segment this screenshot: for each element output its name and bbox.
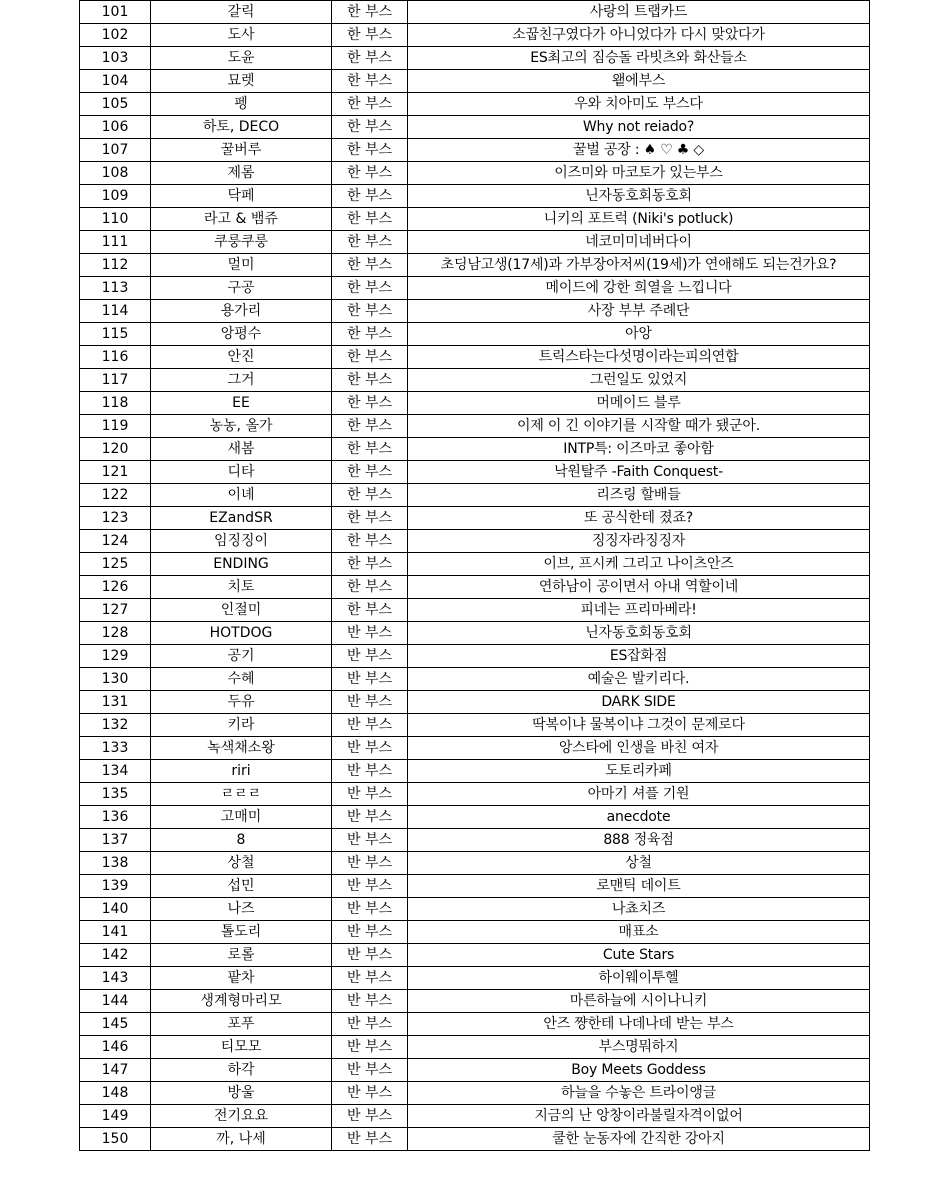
booth-number-cell: 130 bbox=[80, 668, 151, 691]
table-row bbox=[80, 208, 870, 231]
booth-type-cell: 한 부스 bbox=[332, 24, 408, 47]
booth-type-cell: 한 부스 bbox=[332, 254, 408, 277]
table-row bbox=[80, 346, 870, 369]
table-row bbox=[80, 1128, 870, 1151]
booth-number-cell: 107 bbox=[80, 139, 151, 162]
booth-number-cell: 139 bbox=[80, 875, 151, 898]
booth-title-cell: 아마기 셔플 기원 bbox=[408, 783, 870, 806]
author-name-cell: 포푸 bbox=[151, 1013, 332, 1036]
author-name-cell: 꿀버루 bbox=[151, 139, 332, 162]
author-name-cell: 녹색채소왕 bbox=[151, 737, 332, 760]
booth-number-cell: 138 bbox=[80, 852, 151, 875]
booth-type-cell: 한 부스 bbox=[332, 162, 408, 185]
author-name-cell: 섭민 bbox=[151, 875, 332, 898]
booth-title-cell: anecdote bbox=[408, 806, 870, 829]
table-row bbox=[80, 599, 870, 622]
booth-type-cell: 반 부스 bbox=[332, 829, 408, 852]
booth-number-cell: 146 bbox=[80, 1036, 151, 1059]
booth-type-cell: 한 부스 bbox=[332, 1, 408, 24]
table-row bbox=[80, 47, 870, 70]
booth-number-cell: 101 bbox=[80, 1, 151, 24]
booth-type-cell: 반 부스 bbox=[332, 783, 408, 806]
booth-type-cell: 반 부스 bbox=[332, 1036, 408, 1059]
booth-type-cell: 한 부스 bbox=[332, 346, 408, 369]
booth-number-cell: 120 bbox=[80, 438, 151, 461]
table-row bbox=[80, 70, 870, 93]
table-row bbox=[80, 576, 870, 599]
booth-type-cell: 반 부스 bbox=[332, 1059, 408, 1082]
booth-title-cell: 네코미미네버다이 bbox=[408, 231, 870, 254]
table-row bbox=[80, 507, 870, 530]
author-name-cell: 8 bbox=[151, 829, 332, 852]
booth-title-cell: 닌자동호회동호회 bbox=[408, 622, 870, 645]
table-row bbox=[80, 277, 870, 300]
booth-title-cell: 낙원탈주 -Faith Conquest- bbox=[408, 461, 870, 484]
author-name-cell: 하토, DECO bbox=[151, 116, 332, 139]
booth-type-cell: 한 부스 bbox=[332, 93, 408, 116]
booth-title-cell: 리즈링 할배들 bbox=[408, 484, 870, 507]
booth-title-cell: 또 공식한테 졌죠? bbox=[408, 507, 870, 530]
booth-number-cell: 147 bbox=[80, 1059, 151, 1082]
booth-title-cell: 888 정육점 bbox=[408, 829, 870, 852]
booth-type-cell: 반 부스 bbox=[332, 1128, 408, 1151]
booth-type-cell: 한 부스 bbox=[332, 139, 408, 162]
booth-type-cell: 한 부스 bbox=[332, 208, 408, 231]
author-name-cell: 갈릭 bbox=[151, 1, 332, 24]
booth-title-cell: Boy Meets Goddess bbox=[408, 1059, 870, 1082]
booth-type-cell: 한 부스 bbox=[332, 415, 408, 438]
booth-number-cell: 117 bbox=[80, 369, 151, 392]
booth-type-cell: 반 부스 bbox=[332, 852, 408, 875]
booth-number-cell: 102 bbox=[80, 24, 151, 47]
booth-title-cell: 하이웨이투헬 bbox=[408, 967, 870, 990]
booth-number-cell: 105 bbox=[80, 93, 151, 116]
booth-number-cell: 115 bbox=[80, 323, 151, 346]
booth-title-cell: DARK SIDE bbox=[408, 691, 870, 714]
table-row bbox=[80, 553, 870, 576]
booth-number-cell: 125 bbox=[80, 553, 151, 576]
booth-number-cell: 112 bbox=[80, 254, 151, 277]
author-name-cell: 새봄 bbox=[151, 438, 332, 461]
table-row bbox=[80, 622, 870, 645]
author-name-cell: ENDING bbox=[151, 553, 332, 576]
author-name-cell: 펭 bbox=[151, 93, 332, 116]
booth-type-cell: 반 부스 bbox=[332, 668, 408, 691]
booth-title-cell: 피네는 프리마베라! bbox=[408, 599, 870, 622]
booth-title-cell: ES최고의 짐승돌 라빗츠와 화산들소 bbox=[408, 47, 870, 70]
author-name-cell: 그거 bbox=[151, 369, 332, 392]
booth-type-cell: 한 부스 bbox=[332, 277, 408, 300]
author-name-cell: 치토 bbox=[151, 576, 332, 599]
booth-type-cell: 한 부스 bbox=[332, 70, 408, 93]
booth-number-cell: 141 bbox=[80, 921, 151, 944]
booth-number-cell: 149 bbox=[80, 1105, 151, 1128]
table-row bbox=[80, 760, 870, 783]
table-row bbox=[80, 898, 870, 921]
author-name-cell: 안진 bbox=[151, 346, 332, 369]
booth-number-cell: 132 bbox=[80, 714, 151, 737]
author-name-cell: riri bbox=[151, 760, 332, 783]
table-row bbox=[80, 1059, 870, 1082]
author-name-cell: EE bbox=[151, 392, 332, 415]
booth-title-cell: 앙스타에 인생을 바친 여자 bbox=[408, 737, 870, 760]
table-row bbox=[80, 829, 870, 852]
table-row bbox=[80, 921, 870, 944]
booth-title-cell: 딱복이냐 물복이냐 그것이 문제로다 bbox=[408, 714, 870, 737]
booth-number-cell: 134 bbox=[80, 760, 151, 783]
author-name-cell: 키라 bbox=[151, 714, 332, 737]
booth-type-cell: 한 부스 bbox=[332, 507, 408, 530]
author-name-cell: 까, 나세 bbox=[151, 1128, 332, 1151]
table-row bbox=[80, 24, 870, 47]
author-name-cell: 도윤 bbox=[151, 47, 332, 70]
table-row bbox=[80, 944, 870, 967]
booth-number-cell: 143 bbox=[80, 967, 151, 990]
booth-type-cell: 한 부스 bbox=[332, 369, 408, 392]
booth-title-cell: 연하남이 공이면서 아내 역할이네 bbox=[408, 576, 870, 599]
author-name-cell: 방울 bbox=[151, 1082, 332, 1105]
booth-number-cell: 136 bbox=[80, 806, 151, 829]
booth-title-cell: 예술은 발키리다. bbox=[408, 668, 870, 691]
author-name-cell: 앙평수 bbox=[151, 323, 332, 346]
table-row bbox=[80, 990, 870, 1013]
table-row bbox=[80, 691, 870, 714]
author-name-cell: 묘렛 bbox=[151, 70, 332, 93]
table-row bbox=[80, 783, 870, 806]
booth-number-cell: 150 bbox=[80, 1128, 151, 1151]
booth-type-cell: 반 부스 bbox=[332, 645, 408, 668]
booth-title-cell: 안즈 쨩한테 나데나데 받는 부스 bbox=[408, 1013, 870, 1036]
table-row bbox=[80, 875, 870, 898]
table-row bbox=[80, 139, 870, 162]
booth-type-cell: 한 부스 bbox=[332, 553, 408, 576]
booth-title-cell: 지금의 난 앙창이라불릴자격이없어 bbox=[408, 1105, 870, 1128]
table-row bbox=[80, 438, 870, 461]
booth-title-cell: 머메이드 블루 bbox=[408, 392, 870, 415]
booth-number-cell: 131 bbox=[80, 691, 151, 714]
booth-title-cell: 마른하늘에 시이나니키 bbox=[408, 990, 870, 1013]
booth-number-cell: 135 bbox=[80, 783, 151, 806]
booth-title-cell: 메이드에 강한 희열을 느낍니다 bbox=[408, 277, 870, 300]
table-row bbox=[80, 116, 870, 139]
booth-number-cell: 111 bbox=[80, 231, 151, 254]
booth-type-cell: 한 부스 bbox=[332, 392, 408, 415]
booth-title-cell: 하늘을 수놓은 트라이앵글 bbox=[408, 1082, 870, 1105]
booth-title-cell: 나쵸치즈 bbox=[408, 898, 870, 921]
booth-title-cell: 쿨한 눈동자에 간직한 강아지 bbox=[408, 1128, 870, 1151]
booth-type-cell: 반 부스 bbox=[332, 990, 408, 1013]
booth-title-cell: 이제 이 긴 이야기를 시작할 때가 됐군아. bbox=[408, 415, 870, 438]
booth-type-cell: 한 부스 bbox=[332, 438, 408, 461]
booth-title-cell: 도토리카페 bbox=[408, 760, 870, 783]
booth-title-cell: 소꿉친구였다가 아니었다가 다시 맞았다가 bbox=[408, 24, 870, 47]
author-name-cell: 임징징이 bbox=[151, 530, 332, 553]
author-name-cell: 용가리 bbox=[151, 300, 332, 323]
author-name-cell: 티모모 bbox=[151, 1036, 332, 1059]
booth-type-cell: 반 부스 bbox=[332, 737, 408, 760]
booth-number-cell: 110 bbox=[80, 208, 151, 231]
table-row bbox=[80, 300, 870, 323]
booth-type-cell: 반 부스 bbox=[332, 967, 408, 990]
author-name-cell: 제롬 bbox=[151, 162, 332, 185]
booth-table-body bbox=[80, 1, 870, 1151]
table-row bbox=[80, 530, 870, 553]
booth-type-cell: 반 부스 bbox=[332, 898, 408, 921]
booth-type-cell: 한 부스 bbox=[332, 530, 408, 553]
booth-type-cell: 반 부스 bbox=[332, 1013, 408, 1036]
booth-type-cell: 한 부스 bbox=[332, 231, 408, 254]
table-row bbox=[80, 1082, 870, 1105]
booth-type-cell: 반 부스 bbox=[332, 875, 408, 898]
table-row bbox=[80, 254, 870, 277]
booth-type-cell: 한 부스 bbox=[332, 300, 408, 323]
booth-title-cell: 아앙 bbox=[408, 323, 870, 346]
booth-number-cell: 140 bbox=[80, 898, 151, 921]
table-row bbox=[80, 484, 870, 507]
author-name-cell: 농농, 올가 bbox=[151, 415, 332, 438]
booth-title-cell: 트릭스타는다섯명이라는피의연합 bbox=[408, 346, 870, 369]
booth-number-cell: 114 bbox=[80, 300, 151, 323]
table-row bbox=[80, 93, 870, 116]
booth-title-cell: Why not reiado? bbox=[408, 116, 870, 139]
author-name-cell: 하각 bbox=[151, 1059, 332, 1082]
booth-title-cell: 사장 부부 주례단 bbox=[408, 300, 870, 323]
table-row bbox=[80, 668, 870, 691]
booth-number-cell: 108 bbox=[80, 162, 151, 185]
author-name-cell: 공기 bbox=[151, 645, 332, 668]
booth-title-cell: 상철 bbox=[408, 852, 870, 875]
booth-number-cell: 122 bbox=[80, 484, 151, 507]
author-name-cell: 두유 bbox=[151, 691, 332, 714]
booth-number-cell: 118 bbox=[80, 392, 151, 415]
booth-number-cell: 104 bbox=[80, 70, 151, 93]
booth-number-cell: 148 bbox=[80, 1082, 151, 1105]
booth-number-cell: 106 bbox=[80, 116, 151, 139]
author-name-cell: 이녜 bbox=[151, 484, 332, 507]
author-name-cell: HOTDOG bbox=[151, 622, 332, 645]
booth-type-cell: 한 부스 bbox=[332, 484, 408, 507]
table-row bbox=[80, 323, 870, 346]
booth-title-cell: 사랑의 트랩카드 bbox=[408, 1, 870, 24]
booth-type-cell: 한 부스 bbox=[332, 599, 408, 622]
author-name-cell: 전기요요 bbox=[151, 1105, 332, 1128]
booth-title-cell: 징징자라징징자 bbox=[408, 530, 870, 553]
booth-type-cell: 한 부스 bbox=[332, 185, 408, 208]
booth-title-cell: INTP특: 이즈마코 좋아함 bbox=[408, 438, 870, 461]
author-name-cell: ㄹㄹㄹ bbox=[151, 783, 332, 806]
booth-type-cell: 반 부스 bbox=[332, 1082, 408, 1105]
booth-title-cell: 우와 치아미도 부스다 bbox=[408, 93, 870, 116]
booth-title-cell: 닌자동호회동호회 bbox=[408, 185, 870, 208]
table-row bbox=[80, 1013, 870, 1036]
table-row bbox=[80, 231, 870, 254]
author-name-cell: 팥차 bbox=[151, 967, 332, 990]
table-row bbox=[80, 415, 870, 438]
author-name-cell: 디타 bbox=[151, 461, 332, 484]
booth-number-cell: 121 bbox=[80, 461, 151, 484]
author-name-cell: 상철 bbox=[151, 852, 332, 875]
booth-number-cell: 119 bbox=[80, 415, 151, 438]
booth-number-cell: 144 bbox=[80, 990, 151, 1013]
booth-table bbox=[79, 0, 870, 1151]
author-name-cell: 고매미 bbox=[151, 806, 332, 829]
table-row bbox=[80, 806, 870, 829]
booth-number-cell: 124 bbox=[80, 530, 151, 553]
booth-type-cell: 반 부스 bbox=[332, 921, 408, 944]
table-row bbox=[80, 714, 870, 737]
author-name-cell: 라고 & 뱀쥬 bbox=[151, 208, 332, 231]
booth-number-cell: 137 bbox=[80, 829, 151, 852]
author-name-cell: 도사 bbox=[151, 24, 332, 47]
table-row bbox=[80, 1105, 870, 1128]
author-name-cell: EZandSR bbox=[151, 507, 332, 530]
booth-number-cell: 127 bbox=[80, 599, 151, 622]
booth-title-cell: 매표소 bbox=[408, 921, 870, 944]
booth-title-cell: ES잡화점 bbox=[408, 645, 870, 668]
author-name-cell: 쿠룽쿠룽 bbox=[151, 231, 332, 254]
booth-type-cell: 반 부스 bbox=[332, 714, 408, 737]
table-row bbox=[80, 737, 870, 760]
booth-number-cell: 129 bbox=[80, 645, 151, 668]
booth-type-cell: 한 부스 bbox=[332, 576, 408, 599]
author-name-cell: 로롤 bbox=[151, 944, 332, 967]
booth-title-cell: Cute Stars bbox=[408, 944, 870, 967]
table-row bbox=[80, 461, 870, 484]
booth-type-cell: 반 부스 bbox=[332, 622, 408, 645]
author-name-cell: 생계형마리모 bbox=[151, 990, 332, 1013]
author-name-cell: 인절미 bbox=[151, 599, 332, 622]
booth-number-cell: 142 bbox=[80, 944, 151, 967]
booth-title-cell: 이브, 프시케 그리고 나이츠안즈 bbox=[408, 553, 870, 576]
booth-title-cell: 이즈미와 마코토가 있는부스 bbox=[408, 162, 870, 185]
table-row bbox=[80, 1036, 870, 1059]
booth-title-cell: 초딩남고생(17세)과 가부장아저씨(19세)가 연애해도 되는건가요? bbox=[408, 254, 870, 277]
booth-type-cell: 반 부스 bbox=[332, 806, 408, 829]
table-row bbox=[80, 185, 870, 208]
author-name-cell: 멀미 bbox=[151, 254, 332, 277]
booth-title-cell: 그런일도 있었지 bbox=[408, 369, 870, 392]
booth-title-cell: 부스명뭐하지 bbox=[408, 1036, 870, 1059]
booth-number-cell: 103 bbox=[80, 47, 151, 70]
booth-number-cell: 116 bbox=[80, 346, 151, 369]
booth-title-cell: 로맨틱 데이트 bbox=[408, 875, 870, 898]
table-row bbox=[80, 392, 870, 415]
booth-type-cell: 반 부스 bbox=[332, 691, 408, 714]
booth-number-cell: 128 bbox=[80, 622, 151, 645]
booth-number-cell: 126 bbox=[80, 576, 151, 599]
author-name-cell: 수혜 bbox=[151, 668, 332, 691]
booth-number-cell: 133 bbox=[80, 737, 151, 760]
booth-number-cell: 113 bbox=[80, 277, 151, 300]
table-row bbox=[80, 645, 870, 668]
table-row bbox=[80, 162, 870, 185]
booth-title-cell: 꿀벌 공장 : ♠ ♡ ♣ ◇ bbox=[408, 139, 870, 162]
booth-type-cell: 한 부스 bbox=[332, 47, 408, 70]
table-row bbox=[80, 369, 870, 392]
booth-type-cell: 한 부스 bbox=[332, 461, 408, 484]
booth-type-cell: 한 부스 bbox=[332, 323, 408, 346]
booth-title-cell: 니키의 포트럭 (Niki's potluck) bbox=[408, 208, 870, 231]
booth-type-cell: 반 부스 bbox=[332, 760, 408, 783]
booth-number-cell: 109 bbox=[80, 185, 151, 208]
author-name-cell: 톨도리 bbox=[151, 921, 332, 944]
booth-title-cell: 왵에부스 bbox=[408, 70, 870, 93]
table-row bbox=[80, 1, 870, 24]
booth-number-cell: 123 bbox=[80, 507, 151, 530]
author-name-cell: 나즈 bbox=[151, 898, 332, 921]
author-name-cell: 구공 bbox=[151, 277, 332, 300]
table-row bbox=[80, 852, 870, 875]
booth-type-cell: 반 부스 bbox=[332, 944, 408, 967]
author-name-cell: 닥페 bbox=[151, 185, 332, 208]
booth-number-cell: 145 bbox=[80, 1013, 151, 1036]
booth-type-cell: 한 부스 bbox=[332, 116, 408, 139]
booth-type-cell: 반 부스 bbox=[332, 1105, 408, 1128]
table-row bbox=[80, 967, 870, 990]
